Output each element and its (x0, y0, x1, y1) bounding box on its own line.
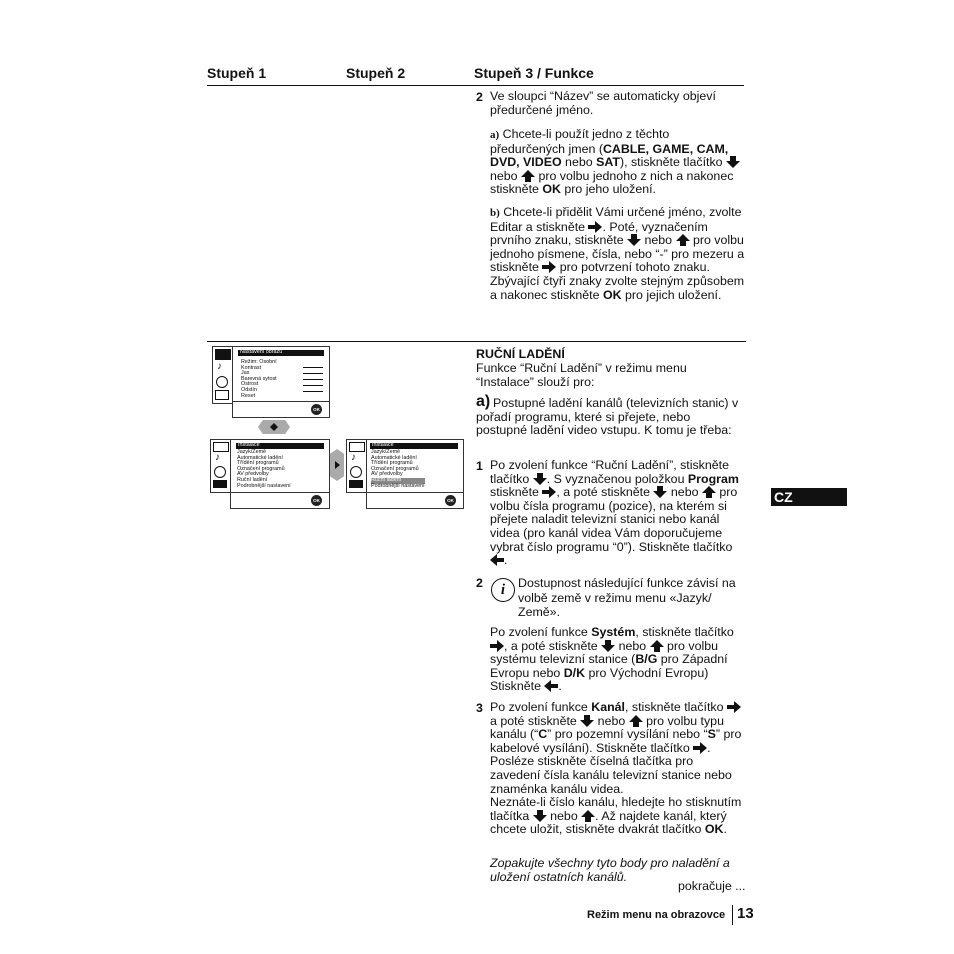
bold-text: SAT (596, 155, 620, 170)
text: pro volbu jednoho písmene, čísla, nebo “-” pro mezeru a stiskněte (490, 233, 745, 275)
menu-item: Podrobnější nastavení (237, 482, 291, 489)
bold-text: Systém (591, 625, 636, 639)
text: . Posléze stiskněte číselná tlačítka pro zavedení čísla kanálu televizní stanice nebo znaménka kanálu videa. (490, 740, 732, 796)
slider-column (303, 367, 323, 392)
ok-button-icon: OK (311, 404, 322, 415)
bold-text: OK (542, 182, 561, 197)
step-number: 2 (476, 90, 483, 104)
column-header-step2: Stupeň 2 (346, 65, 406, 81)
text: . Poté, vyznačením prvního znaku, stiskněte (490, 219, 708, 248)
step-3-text (490, 701, 744, 837)
arrow-up-icon (581, 810, 595, 822)
footer-section-title: Režim menu na obrazovce (587, 909, 726, 921)
installation-icon (349, 480, 363, 488)
bold-text: OK (602, 287, 622, 302)
arrow-down-icon (726, 156, 740, 168)
picture-icon (213, 442, 229, 452)
menu-list (241, 360, 277, 399)
text: ” pro pozemní vysílání nebo “ (547, 727, 708, 742)
arrow-down-icon (601, 640, 615, 652)
ok-button-icon: OK (445, 495, 456, 506)
footer-divider (732, 905, 733, 925)
step-number: 3 (476, 701, 483, 715)
installation-icon (213, 480, 227, 488)
timer-icon (350, 466, 362, 478)
text: Neznáte-li číslo kanálu, hledejte ho stisknutím tlačítka (490, 795, 742, 823)
picture-icon (349, 442, 365, 452)
text: nebo (641, 233, 676, 248)
arrow-down-icon (653, 486, 667, 498)
text: stiskněte (490, 485, 543, 500)
arrow-right-icon (542, 486, 556, 498)
italic-note: Zopakujte všechny tyto body pro naladění a uložení ostatních kanálů. (490, 856, 730, 884)
step-1-text (490, 459, 744, 568)
arrow-right-icon (490, 640, 504, 652)
bold-text: Program (687, 471, 739, 486)
menu-item: Režim: Osobní (241, 359, 277, 365)
text: pro volbu typu kanálu (“ (490, 713, 724, 742)
arrow-up-icon (676, 234, 690, 246)
picture-icon (215, 349, 231, 360)
menu-sidebar (210, 439, 232, 493)
arrow-down-icon (580, 715, 594, 727)
arrow-down-icon (627, 234, 641, 246)
option-a-text: Postupné ladění kanálů (televizních stanic) v pořadí programu, které si přejete, nebo postupné ladění video vstupu. K tomu je třeba: (476, 396, 739, 438)
text: pro jejich uložení. (621, 287, 722, 302)
text: . (723, 822, 727, 837)
menu-title: Nastavení obrazu (238, 350, 324, 356)
sound-icon: ♪ (351, 452, 356, 463)
bold-text: D/K (563, 665, 586, 680)
text: pro Západní Evropu nebo (490, 652, 728, 680)
arrow-right-icon (588, 221, 602, 233)
menu-item: Označení programů (237, 465, 285, 472)
menu-item: Označení programů (371, 465, 419, 472)
bold-text: Kanál (591, 700, 625, 714)
text: nebo (667, 485, 702, 500)
menu-item: Automatické ladění (237, 454, 283, 461)
text: nebo (546, 808, 582, 823)
bold-text: OK (704, 822, 724, 837)
step-2-text (490, 626, 744, 694)
menu-title: Instalace (236, 443, 324, 449)
text: , a poté stiskněte (504, 638, 602, 653)
arrow-up-icon (629, 715, 643, 727)
menu-item: Třídění programů (371, 460, 413, 467)
text: pro volbu systému televizní stanice ( (490, 638, 718, 667)
text: a poté stiskněte (490, 713, 581, 728)
menu-item: Automatické ladění (371, 454, 417, 461)
menu-item: Třídění programů (237, 460, 279, 467)
text: . (558, 679, 562, 694)
text: pro Východní Evropu) Stiskněte (490, 665, 709, 694)
arrow-left-icon (490, 554, 504, 566)
option-b-paragraph (490, 206, 746, 302)
menu-item: Ostrost (241, 381, 259, 388)
text: , stiskněte tlačítko (635, 625, 734, 639)
section-rule (207, 341, 746, 342)
column-header-step3: Stupeň 3 / Funkce (474, 65, 594, 81)
page-number: 13 (737, 905, 754, 922)
text: pro volbu čísla programu (pozice), na kterém si přejete naladit televizní stanici nebo kanál videa (pro kanál videa Vám doporučujeme vybrat číslo programu “0”). Stiskněte tlačítko (490, 485, 738, 554)
text: ), stiskněte tlačítko (619, 155, 726, 170)
menu-sidebar (346, 439, 368, 493)
bold-text: B/G (635, 652, 658, 667)
menu-item: Ruční ladění (237, 476, 268, 483)
arrow-down-icon (533, 473, 547, 485)
step-text: Ve sloupci “Název” se automaticky objeví předurčené jméno. (490, 89, 716, 117)
text: Po zvolení funkce (490, 700, 592, 714)
column-header-step1: Stupeň 1 (207, 65, 267, 81)
language-tab: CZ (771, 488, 847, 506)
info-icon: i (491, 578, 515, 602)
menu-title: Instalace (370, 443, 458, 449)
option-label: b) (490, 207, 500, 219)
text: nebo (490, 168, 522, 183)
arrow-up-icon (650, 640, 664, 652)
text: , a poté stiskněte (556, 485, 654, 500)
sound-icon: ♪ (217, 361, 222, 372)
text: Chcete-li použít jedno z těchto předurčených jmen ( (490, 127, 670, 156)
menu-screen-picture (232, 346, 330, 418)
menu-item: Ruční ladění (371, 478, 425, 484)
menu-item: Jazyk/Země (237, 449, 267, 455)
remote-joystick-icon (258, 420, 290, 434)
menu-item: Kontrast (241, 364, 262, 371)
menu-item: AV předvolby (371, 471, 403, 478)
text: Chcete-li přidělit Vámi určené jméno, zvolte Editar a stiskněte (490, 205, 742, 234)
bold-text: CABLE, GAME, CAM, DVD, VIDEO (490, 141, 729, 170)
text: , stiskněte tlačítko (625, 700, 727, 714)
text: . Až najdete kanál, který chcete uložit, stiskněte dvakrát tlačítko (490, 808, 727, 837)
arrow-up-icon (702, 486, 716, 498)
menu-list (371, 450, 425, 489)
text: . (504, 553, 508, 568)
timer-icon (216, 376, 228, 388)
bold-text: C (538, 727, 548, 742)
menu-screen-installation-selected (366, 439, 464, 509)
menu-screen-installation (230, 439, 330, 509)
arrow-right-icon (693, 742, 707, 754)
menu-list (237, 450, 291, 489)
menu-item: Odstín (241, 386, 257, 393)
menu-item: Podrobnější nastavení (371, 482, 425, 489)
text: Po zvolení funkce (490, 625, 592, 639)
text: . S vyznačenou položkou (546, 471, 688, 486)
text: Po zvolení funkce “Ruční Ladění”, stiskněte tlačítko (490, 458, 729, 486)
arrow-right-icon (727, 701, 741, 713)
option-label: a) (476, 393, 491, 410)
text: nebo (594, 713, 629, 728)
arrow-right-icon (542, 261, 556, 273)
text: nebo (561, 155, 597, 170)
menu-item: Reset (241, 392, 256, 399)
text: ” pro kabelové vysílání). Stiskněte tlačítko (490, 727, 742, 755)
info-note: Dostupnost následující funkce závisí na volbě země v režimu menu «Jazyk/ Země». (518, 576, 736, 619)
text: pro jeho uložení. (560, 182, 656, 197)
ok-button-icon: OK (311, 495, 322, 506)
menu-item: Barevná sytost (241, 375, 277, 382)
remote-joystick-right-icon (330, 449, 344, 481)
text: pro volbu jednoho z nich a nakonec stiskněte (490, 168, 734, 197)
bold-text: S (707, 727, 716, 742)
installation-icon (215, 390, 229, 400)
sound-icon: ♪ (215, 452, 220, 463)
step-number: 2 (476, 576, 483, 590)
menu-sidebar (212, 346, 234, 404)
arrow-down-icon (533, 810, 547, 822)
option-a-paragraph (490, 128, 746, 197)
menu-item: Jas (241, 370, 250, 377)
step-number: 1 (476, 459, 483, 473)
timer-icon (214, 466, 226, 478)
header-rule (207, 85, 744, 86)
continues-label: pokračuje ... (678, 879, 746, 893)
text: pro potvrzení tohoto znaku. Zbývající čtyři znaky zvolte stejným způsobem a nakonec stiskněte (490, 260, 745, 302)
arrow-up-icon (521, 170, 535, 182)
menu-item: AV předvolby (237, 471, 269, 478)
arrow-left-icon (544, 680, 558, 692)
option-label: a) (490, 129, 500, 141)
section-title: RUČNÍ LADĚNÍ (476, 347, 565, 361)
text: nebo (615, 638, 650, 653)
menu-item: Jazyk/Země (371, 449, 401, 455)
section-intro: Funkce “Ruční Ladění” v režimu menu “Instalace” slouží pro: (476, 361, 687, 389)
